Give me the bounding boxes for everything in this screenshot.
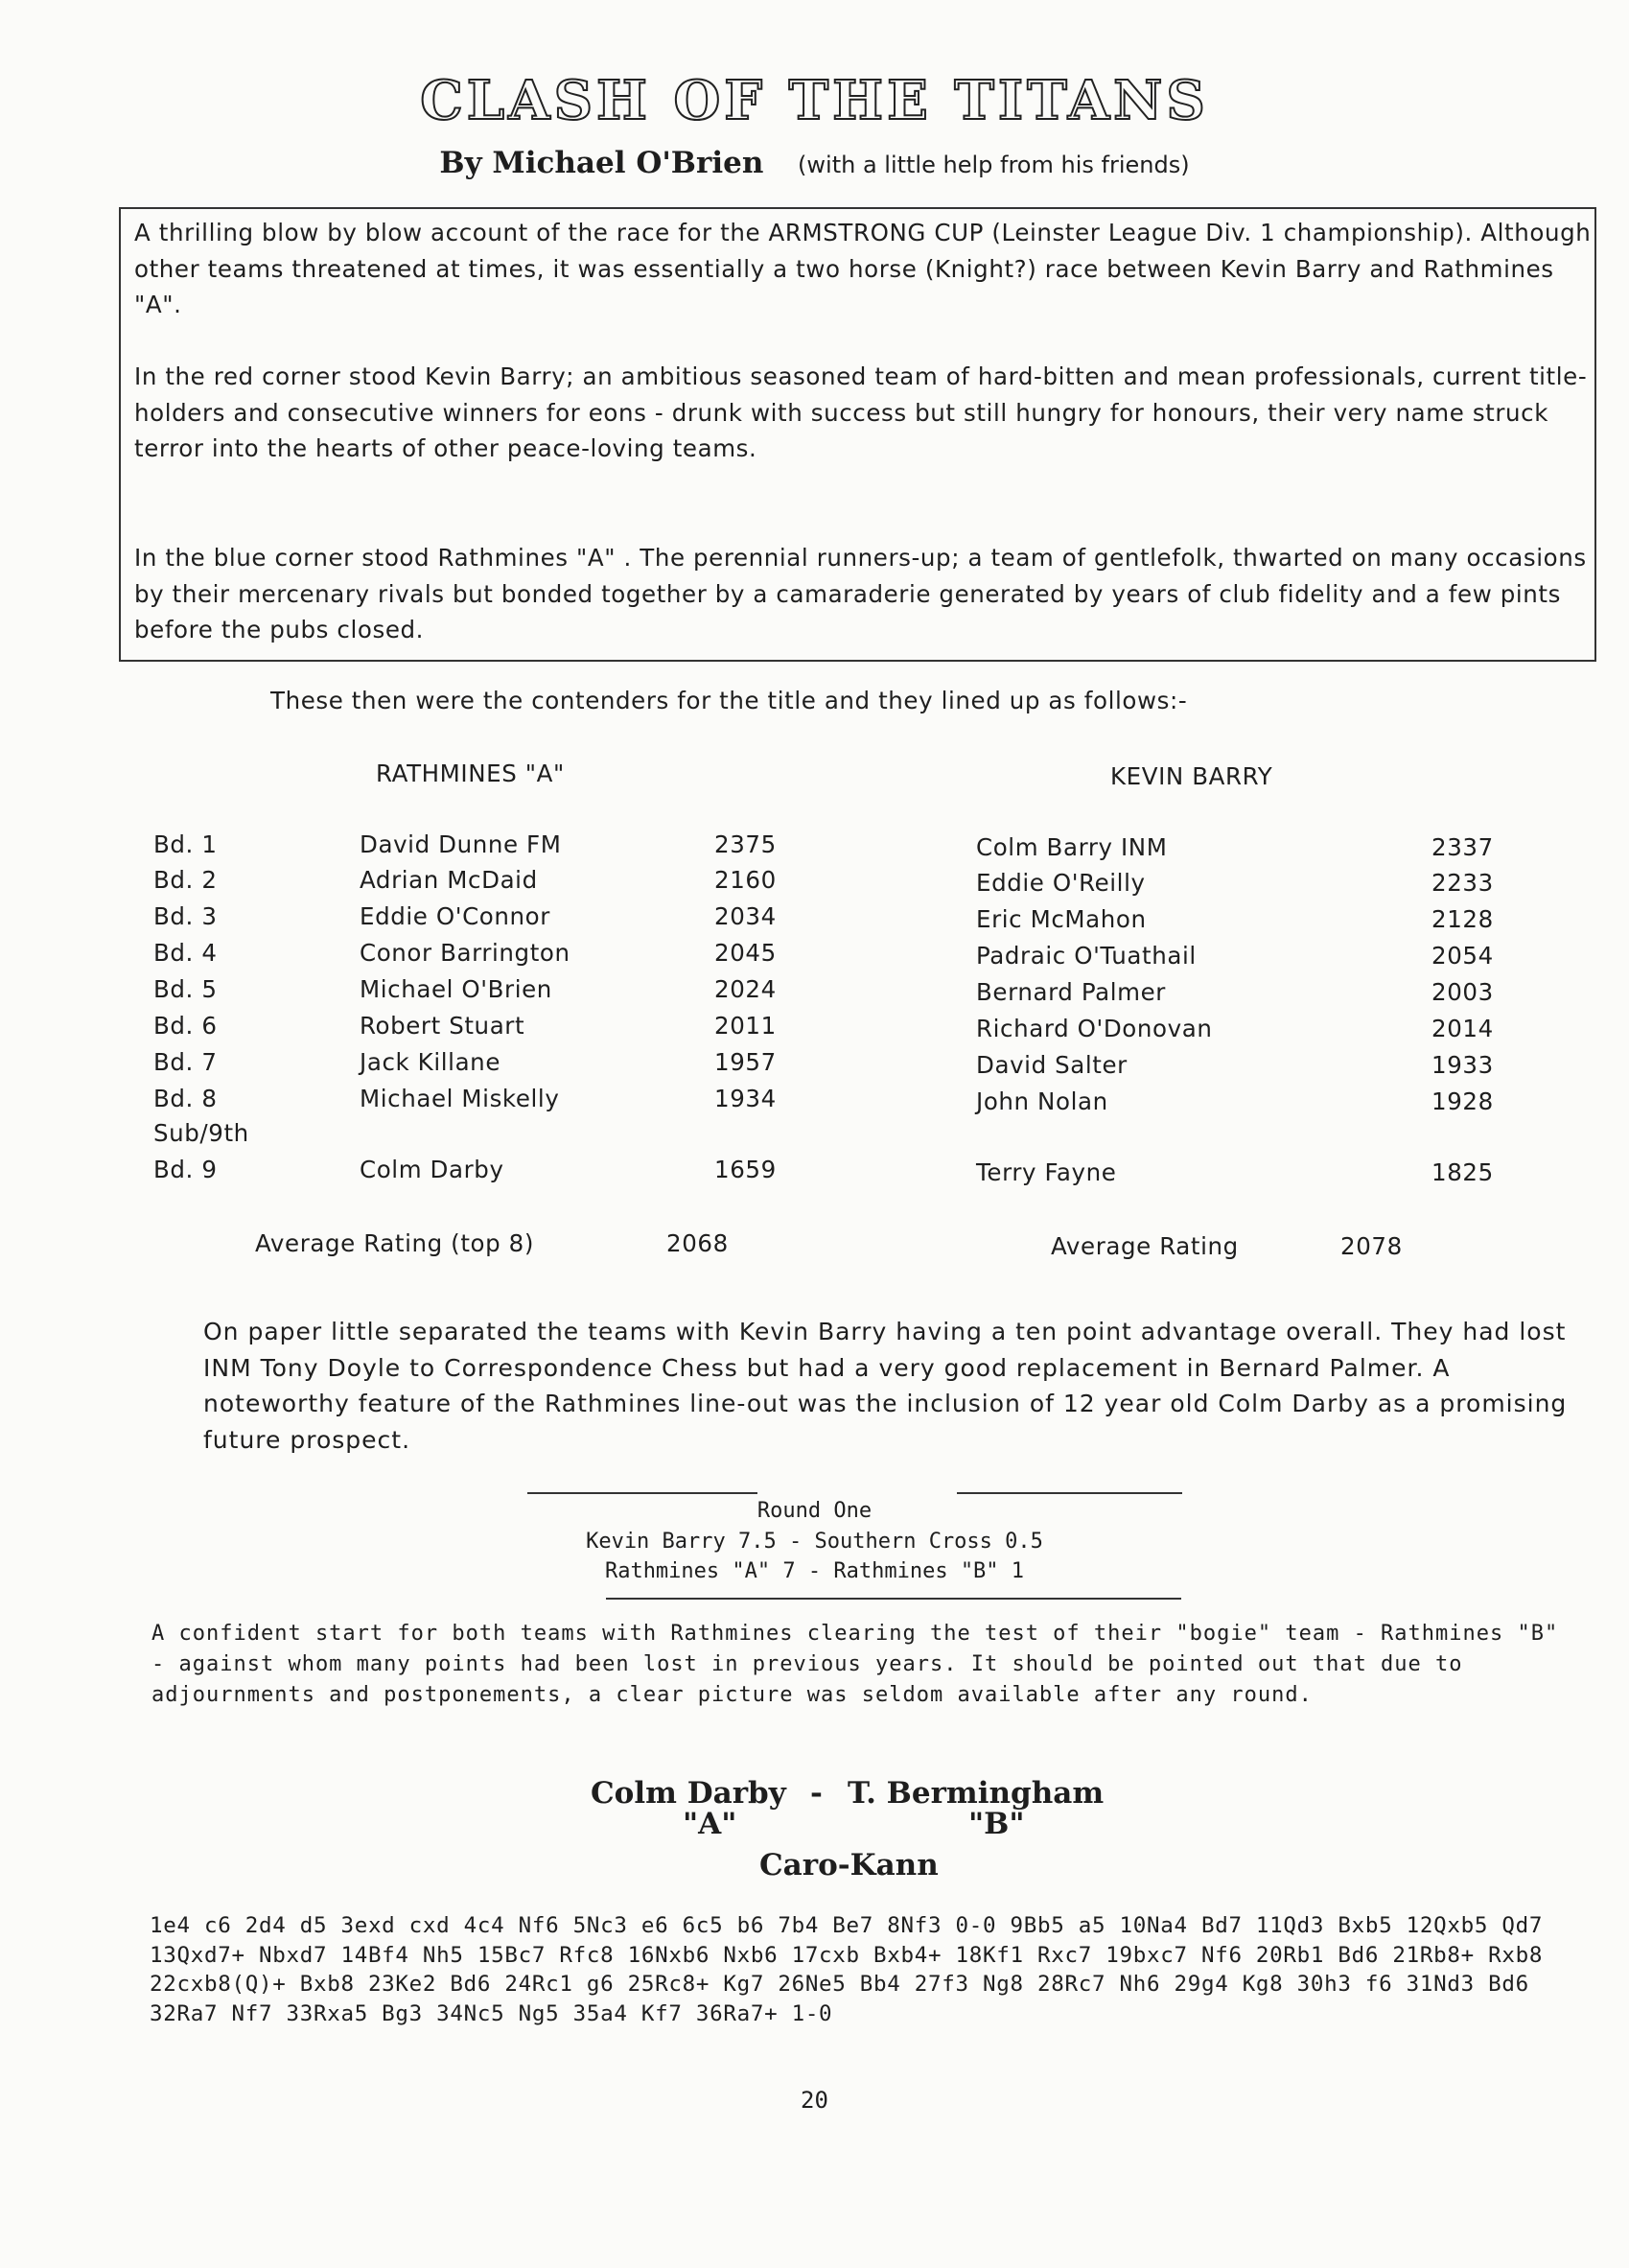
kevin-barry-player: Bernard Palmer bbox=[976, 978, 1166, 1006]
byline-note: (with a little help from his friends) bbox=[798, 152, 1190, 178]
board-label: Sub/9th bbox=[153, 1119, 249, 1147]
kevin-barry-player: John Nolan bbox=[976, 1087, 1108, 1115]
rathmines-rating: 2045 bbox=[714, 939, 777, 967]
kevin-barry-rating: 1928 bbox=[1431, 1087, 1494, 1115]
round-paragraph: A confident start for both teams with Rathmines clearing the test of their "bogie" team - Rathmines "B" - against whom many points had been lost in previous years. It should be pointed out that due to adjournments and postponements, a clear picture was seldom available after any round. bbox=[151, 1622, 1559, 1707]
table-row bbox=[153, 1048, 1496, 1084]
round-result-2: Rathmines "A" 7 - Rathmines "B" 1 bbox=[604, 1559, 1025, 1583]
rathmines-player: Colm Darby bbox=[360, 1156, 504, 1183]
rathmines-rating: 2024 bbox=[714, 975, 777, 1003]
average-label-right: Average Rating bbox=[1051, 1232, 1239, 1260]
kevin-barry-rating: 2233 bbox=[1431, 869, 1494, 897]
average-value-right: 2078 bbox=[1340, 1232, 1403, 1260]
average-label-left: Average Rating (top 8) bbox=[255, 1229, 535, 1257]
kevin-barry-rating: 1933 bbox=[1431, 1051, 1494, 1079]
rathmines-rating: 2011 bbox=[714, 1012, 777, 1040]
kevin-barry-rating: 2337 bbox=[1431, 833, 1494, 861]
table-row bbox=[153, 939, 1496, 974]
intro-paragraph-1: A thrilling blow by blow account of the race for the ARMSTRONG CUP (Leinster League Div. 1 championship). Although other teams threatened at times, it was essentially a two horse (Knight?) race between Kevin Barry and Rathmines "A". bbox=[134, 219, 1592, 318]
board-label: Bd. 6 bbox=[153, 1012, 218, 1040]
rathmines-player: Adrian McDaid bbox=[360, 866, 538, 894]
game-white-team: "A" bbox=[683, 1807, 737, 1841]
board-label: Bd. 2 bbox=[153, 866, 218, 894]
game-black-team: "B" bbox=[968, 1807, 1025, 1841]
rathmines-player: Michael O'Brien bbox=[360, 975, 552, 1003]
byline-author: By Michael O'Brien bbox=[439, 146, 764, 180]
rathmines-player: Conor Barrington bbox=[360, 939, 570, 967]
divider-bottom bbox=[606, 1598, 1181, 1600]
table-row bbox=[153, 1085, 1496, 1120]
kevin-barry-rating: 2003 bbox=[1431, 978, 1494, 1006]
table-row bbox=[153, 866, 1496, 901]
page-title: CLASH OF THE TITANS bbox=[420, 69, 1209, 132]
board-label: Bd. 3 bbox=[153, 902, 218, 930]
page-number: 20 bbox=[801, 2087, 828, 2114]
table-row bbox=[153, 975, 1496, 1011]
board-label: Bd. 8 bbox=[153, 1085, 218, 1112]
round-title: Round One bbox=[756, 1499, 873, 1523]
intro-paragraph-2: In the red corner stood Kevin Barry; an ambitious seasoned team of hard-bitten and mean professionals, current title-holders and consecutive winners for eons - drunk with success but still hungry for honours, their very name struck terror into the hearts of other peace-loving teams. bbox=[134, 362, 1588, 462]
board-label: Bd. 4 bbox=[153, 939, 218, 967]
byline bbox=[0, 146, 1629, 180]
average-value-left: 2068 bbox=[666, 1229, 729, 1257]
divider-left bbox=[527, 1492, 757, 1494]
kevin-barry-player: David Salter bbox=[976, 1051, 1128, 1079]
board-label: Bd. 7 bbox=[153, 1048, 218, 1076]
rathmines-rating: 1659 bbox=[714, 1156, 777, 1183]
table-row bbox=[153, 830, 1496, 866]
board-label: Bd. 1 bbox=[153, 830, 218, 858]
rathmines-rating: 1957 bbox=[714, 1048, 777, 1076]
rathmines-player: Michael Miskelly bbox=[360, 1085, 560, 1112]
table-row bbox=[153, 902, 1496, 938]
kevin-barry-rating: 1825 bbox=[1431, 1158, 1494, 1186]
kevin-barry-player: Eddie O'Reilly bbox=[976, 869, 1146, 897]
rathmines-player: David Dunne FM bbox=[360, 830, 562, 858]
kevin-barry-player: Eric McMahon bbox=[976, 905, 1147, 933]
kevin-barry-player: Richard O'Donovan bbox=[976, 1015, 1213, 1042]
table-row bbox=[153, 1012, 1496, 1047]
game-moves: 1e4 c6 2d4 d5 3exd cxd 4c4 Nf6 5Nc3 e6 6c5 b6 7b4 Be7 8Nf3 0-0 9Bb5 a5 10Na4 Bd7 11Qd3 Bxb5 12Qxb5 Qd7 13Qxd7+ Nbxd7 14Bf4 Nh5 15Bc7 Rfc8 16Nxb6 Nxb6 17cxb Bxb4+ 18Kf1 Rxc7 19bxc7 Nf6 20Rb1 Bd6 21Rb8+ Rxb8 22cxb8(Q)+ Bxb8 23Ke2 Bd6 24Rc1 g6 25Rc8+ Kg7 26Ne5 Bb4 27f3 Ng8 28Rc7 Nh6 29g4 Kg8 30h3 f6 31Nd3 Bd6 32Ra7 Nf7 33Rxa5 Bg3 34Nc5 Ng5 35a4 Kf7 36Ra7+ 1-0 bbox=[150, 1913, 1544, 2026]
kevin-barry-player: Padraic O'Tuathail bbox=[976, 942, 1197, 970]
team-header-rathmines: RATHMINES "A" bbox=[376, 760, 565, 787]
rathmines-player: Robert Stuart bbox=[360, 1012, 525, 1040]
board-label: Bd. 5 bbox=[153, 975, 218, 1003]
board-label: Bd. 9 bbox=[153, 1156, 218, 1183]
intro-paragraph-3: In the blue corner stood Rathmines "A" . The perennial runners-up; a team of gentlefolk, thwarted on many occasions by their mercenary rivals but bonded together by a camaraderie generated by years of club fidelity and a few pints before the pubs closed. bbox=[134, 544, 1587, 643]
lineup-intro: These then were the contenders for the title and they lined up as follows:- bbox=[270, 687, 1188, 714]
rathmines-player: Jack Killane bbox=[360, 1048, 500, 1076]
round-result-1: Kevin Barry 7.5 - Southern Cross 0.5 bbox=[586, 1530, 1043, 1554]
kevin-barry-rating: 2128 bbox=[1431, 905, 1494, 933]
game-dash: - bbox=[810, 1776, 823, 1811]
game-black-player: T. Bermingham bbox=[848, 1776, 1105, 1811]
kevin-barry-rating: 2014 bbox=[1431, 1015, 1494, 1042]
rathmines-rating: 1934 bbox=[714, 1085, 777, 1112]
kevin-barry-player: Terry Fayne bbox=[976, 1158, 1117, 1186]
divider-right bbox=[957, 1492, 1182, 1494]
game-opening: Caro-Kann bbox=[759, 1848, 939, 1882]
kevin-barry-player: Colm Barry INM bbox=[976, 833, 1168, 861]
game-white-player: Colm Darby bbox=[591, 1776, 786, 1811]
analysis-paragraph: On paper little separated the teams with Kevin Barry having a ten point advantage overall. They had lost INM Tony Doyle to Correspondence Chess but had a very good replacement in Bernard Palmer. A noteworthy feature of the Rathmines line-out was the inclusion of 12 year old Colm Darby as a promising future prospect. bbox=[203, 1318, 1568, 1454]
rathmines-rating: 2375 bbox=[714, 830, 777, 858]
rathmines-player: Eddie O'Connor bbox=[360, 902, 550, 930]
table-row bbox=[153, 1156, 1496, 1191]
table-row bbox=[153, 1119, 1496, 1155]
kevin-barry-rating: 2054 bbox=[1431, 942, 1494, 970]
rathmines-rating: 2160 bbox=[714, 866, 777, 894]
rathmines-rating: 2034 bbox=[714, 902, 777, 930]
team-header-kevin-barry: KEVIN BARRY bbox=[1110, 762, 1273, 790]
